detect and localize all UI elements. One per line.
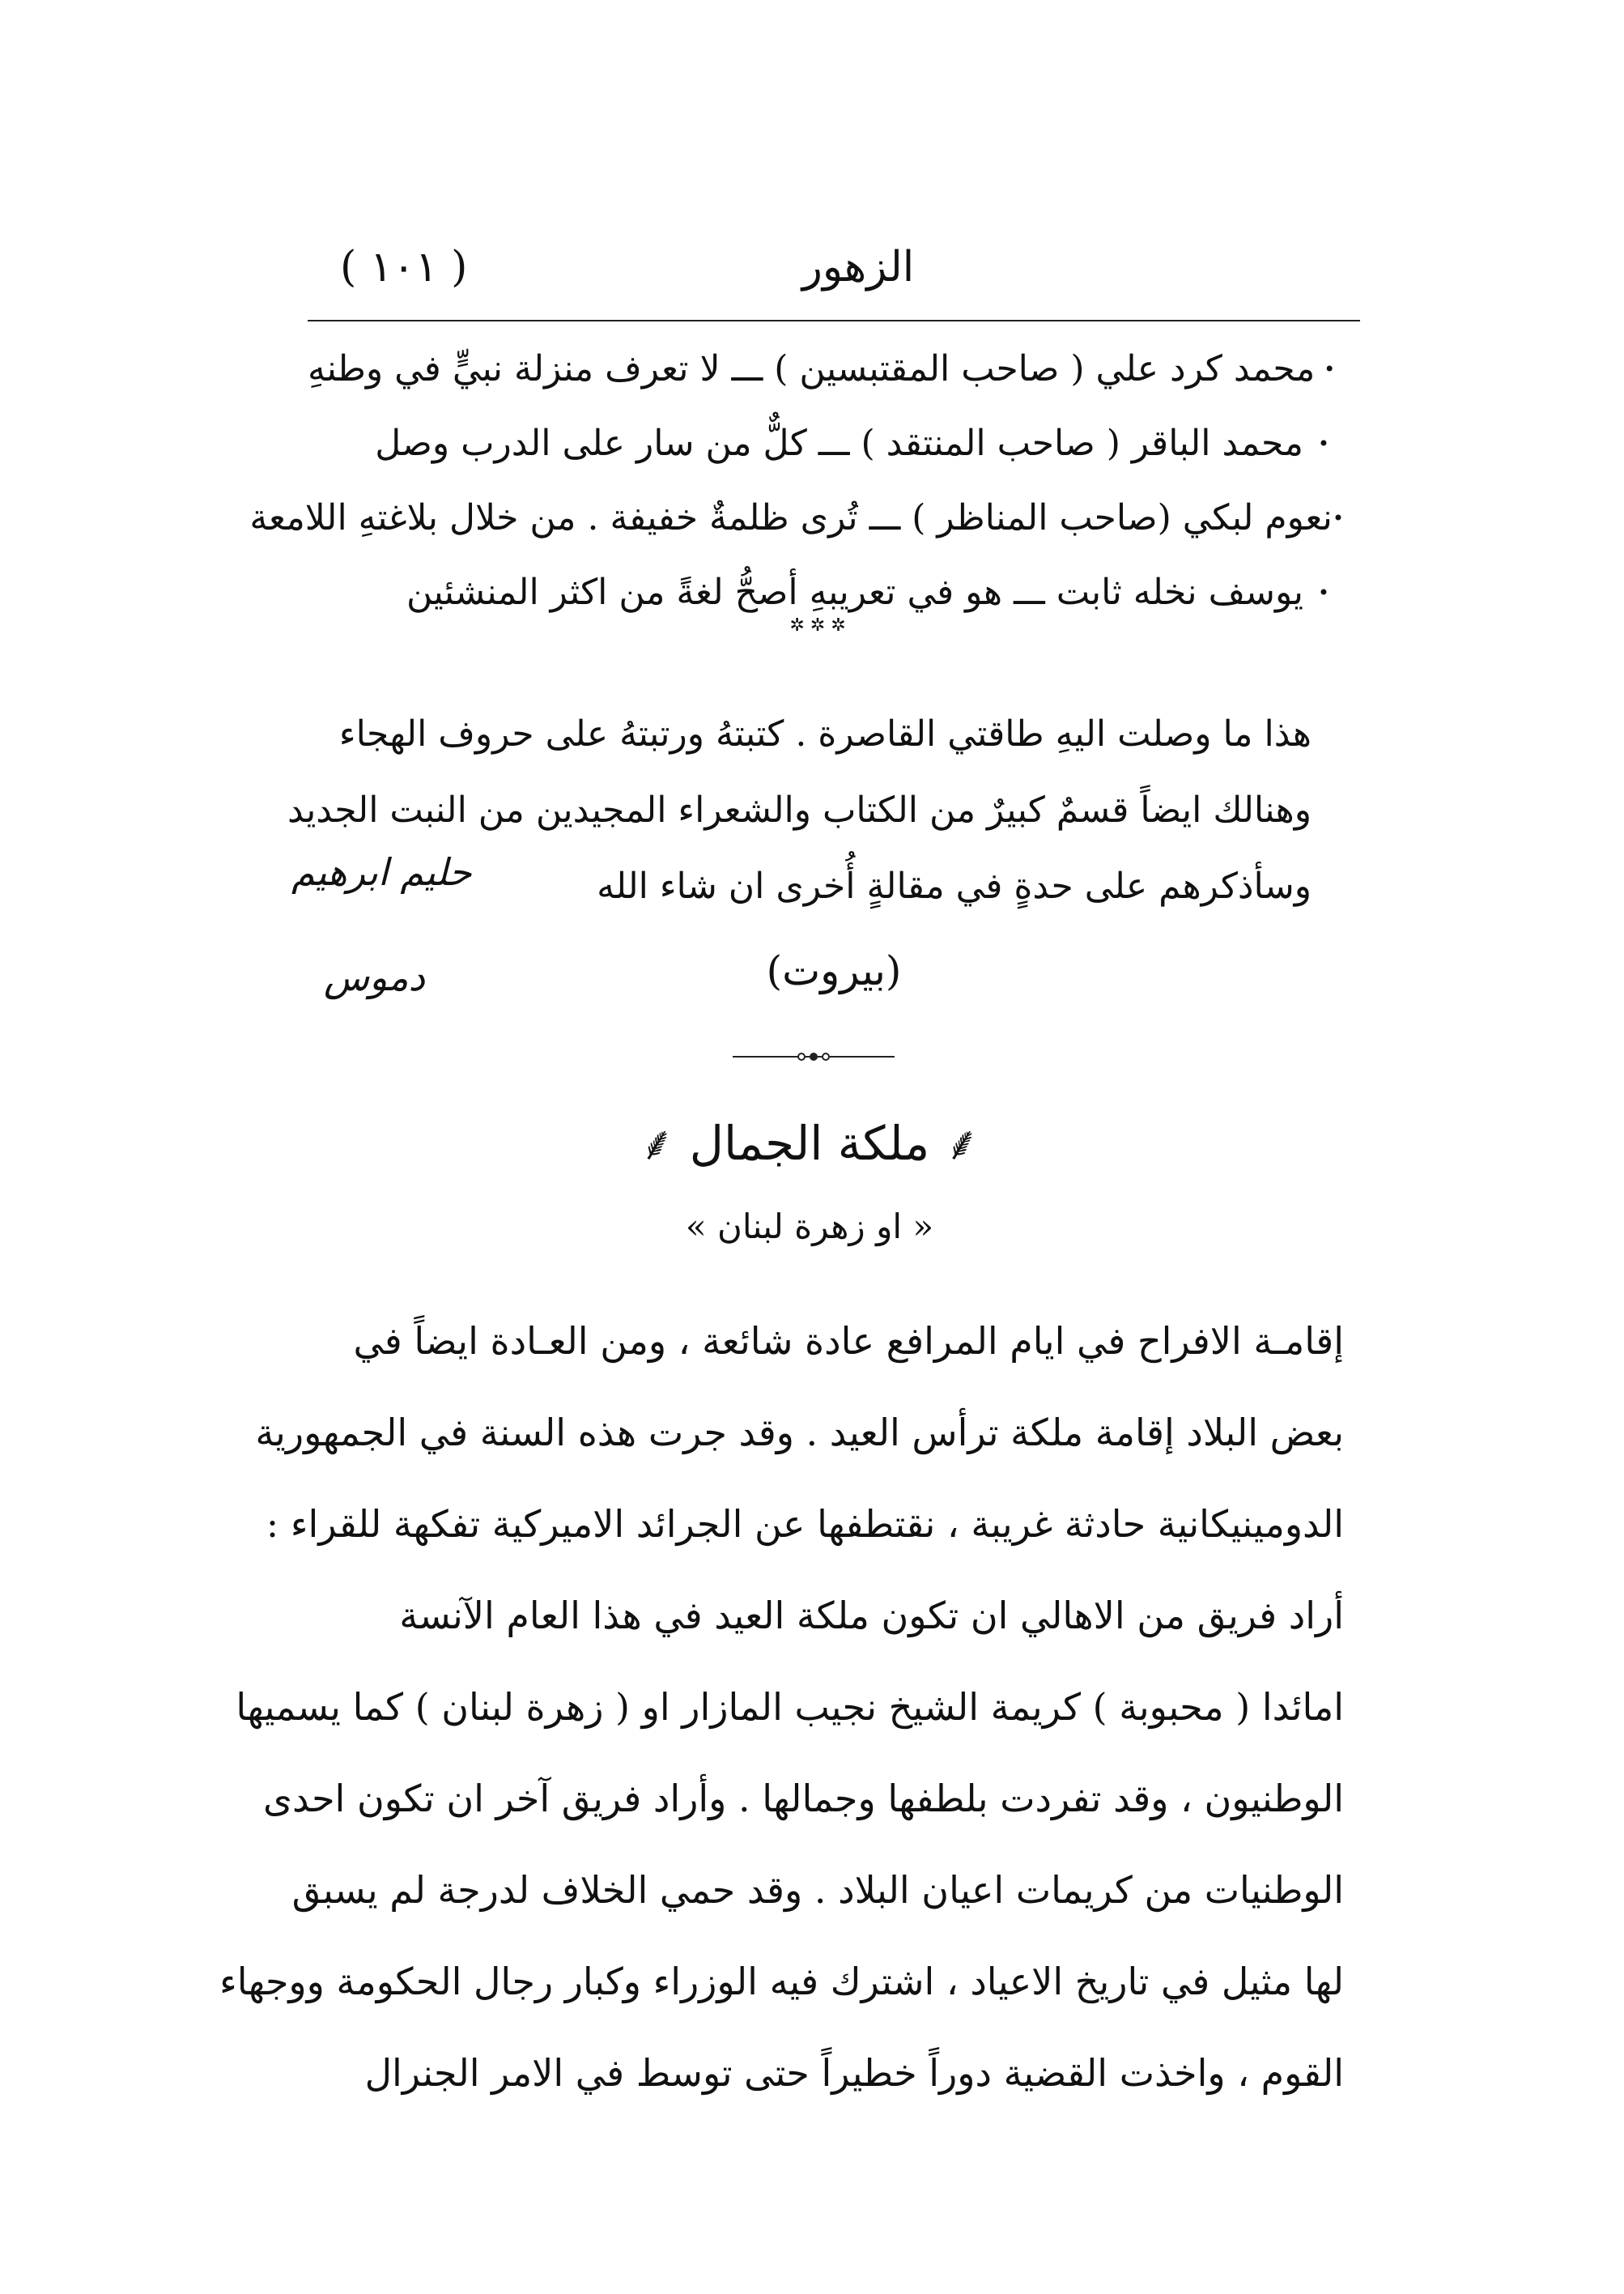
bullet-text: محمد كرد علي ( صاحب المقتبسين ) ـــ لا تعرف منزلة نبيٍّ في وطنهِ <box>308 348 1316 389</box>
city-signature: دموس <box>324 955 426 999</box>
body-line: الوطنيات من كريمات اعيان البلاد . وقد حمي الخلاف لدرجة لم يسبق <box>291 1868 1344 1912</box>
article-body <box>219 1296 1344 2119</box>
list-item <box>308 332 1344 406</box>
bullet-mark: • <box>1332 507 1344 530</box>
body-line: الوطنيون ، وقد تفردت بلطفها وجمالها . وأراد فريق آخر ان تكون احدى <box>262 1777 1344 1820</box>
bullet-mark: • <box>1324 358 1336 381</box>
title-ornament-right: ⸙ <box>639 1116 675 1171</box>
closing-line: وسأذكرهم على حدةٍ في مقالةٍ أُخرى ان شاء الله <box>597 866 1312 907</box>
body-line: أراد فريق من الاهالي ان تكون ملكة العيد في هذا العام الآنسة <box>399 1594 1344 1637</box>
article-subtitle: « او زهرة لبنان » <box>685 1207 934 1246</box>
closing-line: هذا ما وصلت اليهِ طاقتي القاصرة . كتبتهُ ورتبتهُ على حروف الهجاء <box>338 713 1312 755</box>
body-line: إقامـة الافراح في ايام المرافع عادة شائعة ، ومن العـادة ايضاً في <box>353 1319 1344 1363</box>
author-signature: حليم ابرهيم <box>291 850 472 894</box>
article-title <box>486 1109 1133 1173</box>
body-line: امائدا ( محبوبة ) كريمة الشيخ نجيب المازار او ( زهرة لبنان ) كما يسميها <box>236 1685 1344 1729</box>
header-rule <box>308 320 1360 321</box>
place-name: (بيروت) <box>766 947 902 994</box>
title-ornament-left: ⸙ <box>944 1116 980 1171</box>
bullet-list <box>249 332 1344 630</box>
ornamental-divider <box>733 1049 895 1065</box>
body-line: بعض البلاد إقامة ملكة ترأس العيد . وقد جرت هذه السنة في الجمهورية <box>255 1411 1344 1454</box>
body-line: لها مثيل في تاريخ الاعياد ، اشترك فيه الوزراء وكبار رجال الحكومة ووجهاء <box>219 1960 1344 2003</box>
page-number: ( ١٠١ ) <box>340 243 468 292</box>
body-line: الدومينيكانية حادثة غريبة ، نقتطفها عن الجرائد الاميركية تفكهة للقراء : <box>266 1502 1344 1546</box>
journal-name: الزهور <box>801 243 915 292</box>
body-line: القوم ، واخذت القضية دوراً خطيراً حتى توسط في الامر الجنرال <box>364 2051 1344 2095</box>
list-item <box>249 481 1344 555</box>
bullet-mark: • <box>1317 432 1330 455</box>
bullet-text: نعوم لبكي (صاحب المناظر ) ـــ تُرى ظلمةٌ خفيفة . من خلال بلاغتهِ اللامعة <box>249 497 1333 538</box>
page-header <box>308 243 1360 308</box>
closing-line: وهنالك ايضاً قسمٌ كبيرٌ من الكتاب والشعراء المجيدين من النبت الجديد <box>287 789 1312 831</box>
article-title-text: ملكة الجمال <box>689 1116 930 1171</box>
list-item <box>308 406 1344 481</box>
bullet-text: يوسف نخله ثابت ـــ هو في تعريبهِ أصحُّ لغةً من اكثر المنشئين <box>406 572 1303 613</box>
section-stars-ornament: ✲ ✲ ✲ <box>789 615 846 636</box>
bullet-text: محمد الباقر ( صاحب المنتقد ) ـــ كلٌّ من سار على الدرب وصل <box>375 423 1303 464</box>
bullet-mark: • <box>1317 581 1330 604</box>
